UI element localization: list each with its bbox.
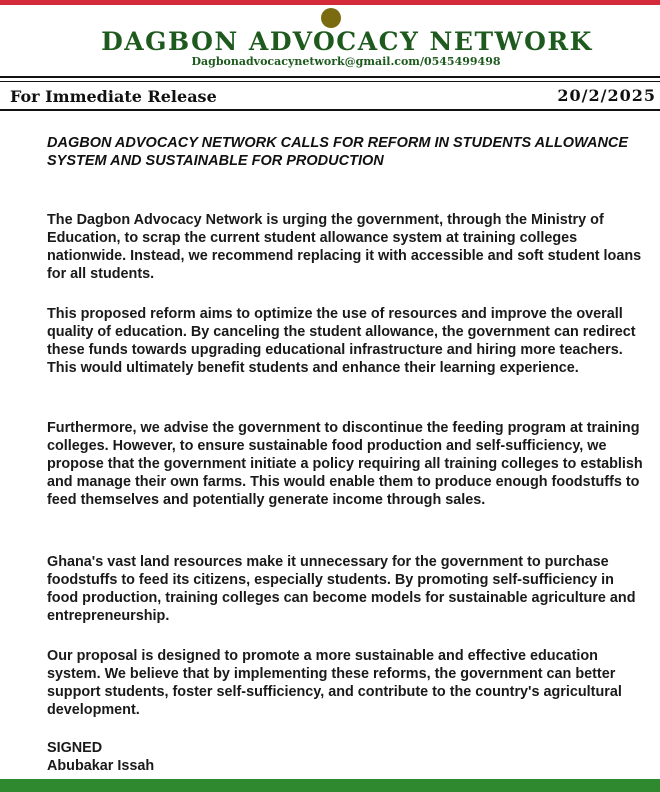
- header-rule-thin: [0, 81, 660, 82]
- organization-name: DAGBON ADVOCACY NETWORK: [101, 27, 593, 56]
- top-accent-bar: [0, 0, 660, 5]
- signer-name: Abubakar Issah: [47, 758, 155, 774]
- body-paragraph-2: This proposed reform aims to optimize the use of resources and improve the overall quality of education. By canceling the student allowance, the government can redirect these funds towards upgrading educational infrastructure and hiring more teachers. This would ultimately benefit students and enhance their learning experience.: [47, 306, 636, 376]
- body-paragraph-5: Our proposal is designed to promote a more sustainable and effective education system. We believe that by implementing these reforms, the government can better support students, foster self-sufficiency, and contribute to the country's agricultural development.: [47, 648, 622, 718]
- body-paragraph-1: The Dagbon Advocacy Network is urging the government, through the Ministry of Education, to scrap the current student allowance system at training colleges nationwide. Instead, we recommend replacing it with accessible and soft student loans for all students.: [47, 212, 642, 282]
- bottom-accent-bar: [0, 779, 660, 792]
- organization-logo-circle: [321, 8, 341, 28]
- organization-contact: Dagbonadvocacynetwork@gmail.com/0545499498: [191, 55, 501, 68]
- release-date: 20/2/2025: [557, 86, 656, 105]
- body-paragraph-3: Furthermore, we advise the government to discontinue the feeding program at training colleges. However, to ensure sustainable food production and self-sufficiency, we propose that the government initiate a policy requiring all training colleges to establish and manage their own farms. This would enable them to produce enough foodstuffs to feed themselves and potentially generate income through sales.: [47, 420, 643, 508]
- body-paragraph-4: Ghana's vast land resources make it unnecessary for the government to purchase foodstuffs to feed its citizens, especially students. By promoting self-sufficiency in food production, training colleges can become models for sustainable agriculture and entrepreneurship.: [47, 554, 636, 624]
- press-release-headline: DAGBON ADVOCACY NETWORK CALLS FOR REFORM IN STUDENTS ALLOWANCE SYSTEM AND SUSTAINABLE FOR PRODUCTION: [47, 135, 629, 169]
- release-label: For Immediate Release: [10, 87, 217, 106]
- signed-label: SIGNED: [47, 740, 103, 756]
- release-rule: [0, 109, 660, 111]
- header-rule-thick: [0, 76, 660, 78]
